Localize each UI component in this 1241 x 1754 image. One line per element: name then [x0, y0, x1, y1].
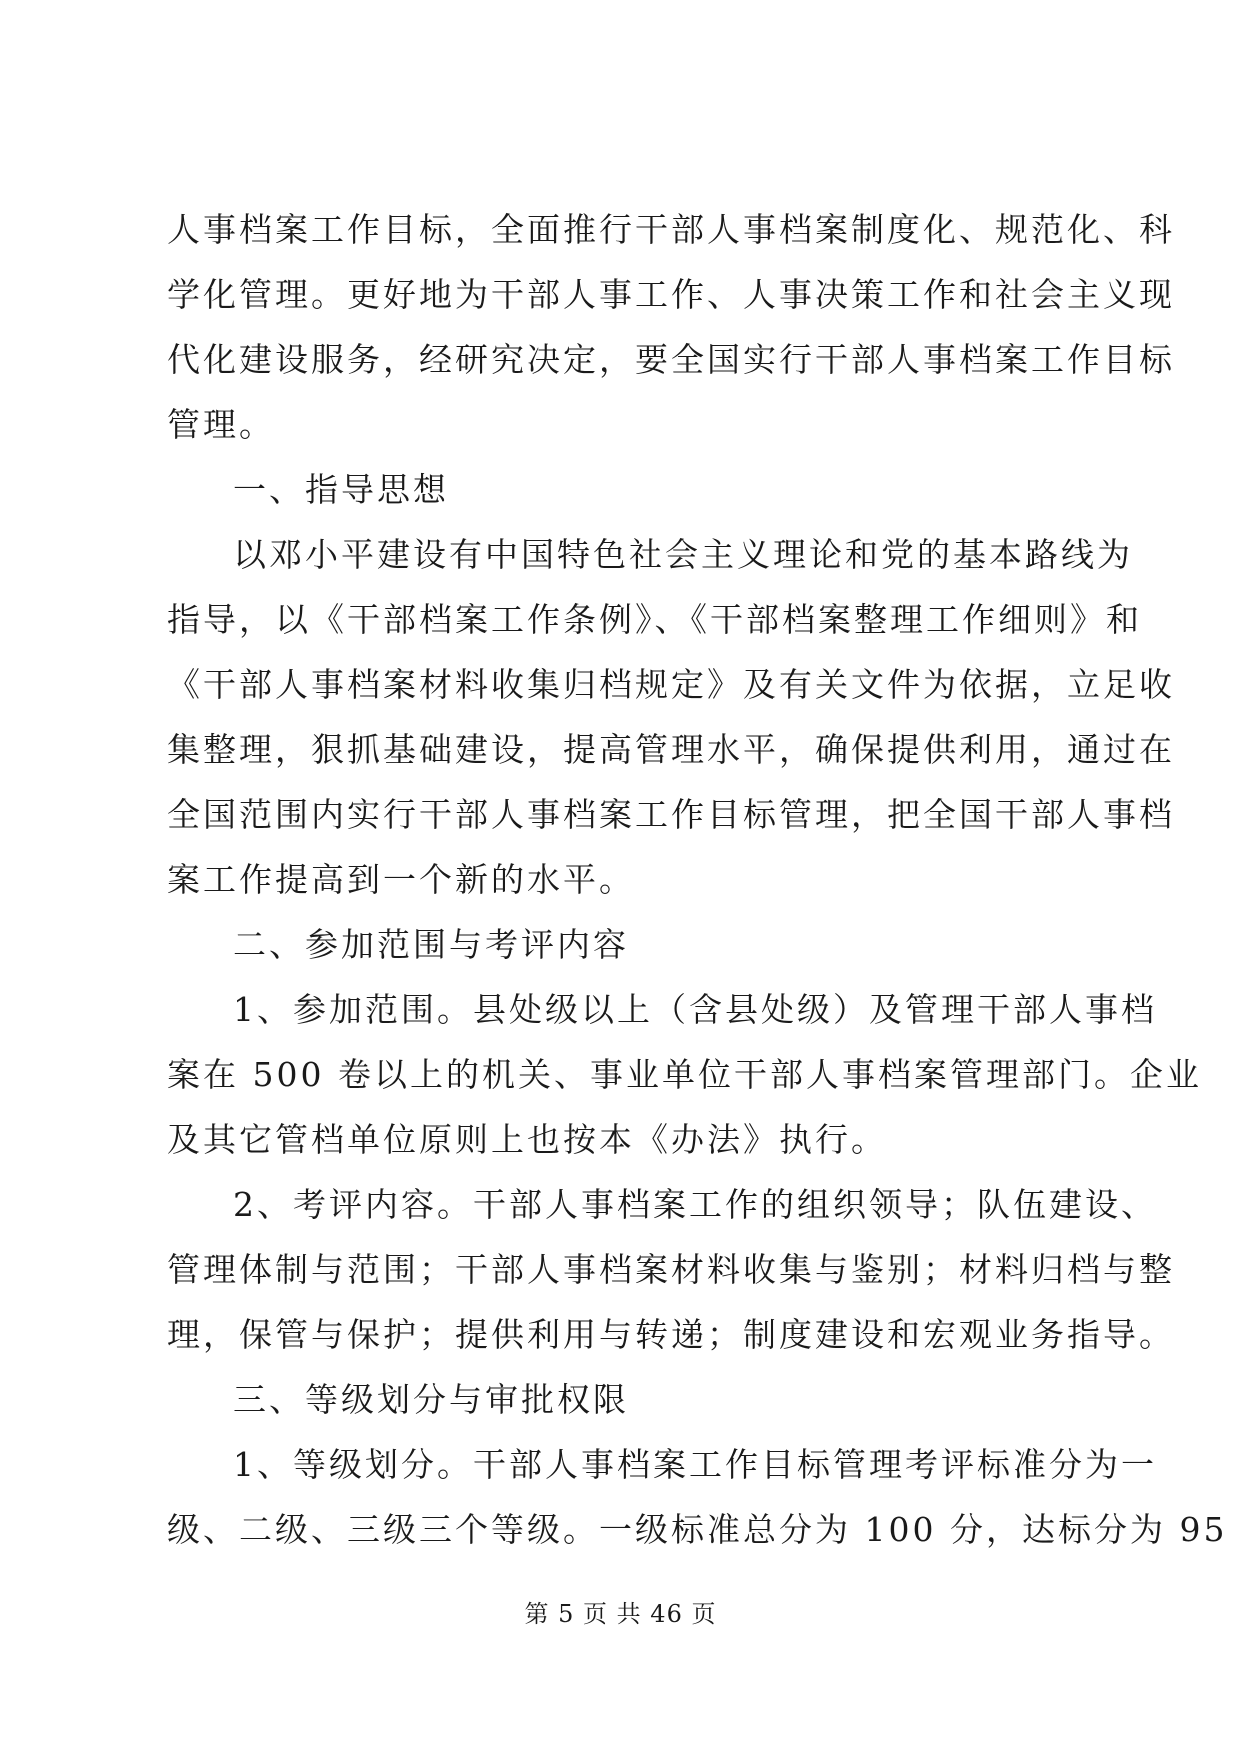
text-line: 人事档案工作目标，全面推行干部人事档案制度化、规范化、科 — [167, 210, 1175, 249]
text-line: 1、参加范围。县处级以上（含县处级）及管理干部人事档 — [233, 990, 1157, 1029]
page-number-footer: 第 5 页 共 46 页 — [524, 1600, 717, 1628]
text-line: 《干部人事档案材料收集归档规定》及有关文件为依据，立足收 — [167, 665, 1175, 704]
text-line: 指导，以《干部档案工作条例》、《干部档案整理工作细则》和 — [167, 600, 1142, 639]
text-line: 案工作提高到一个新的水平。 — [167, 860, 635, 899]
text-line: 理，保管与保护；提供利用与转递；制度建设和宏观业务指导。 — [167, 1315, 1175, 1354]
text-line: 级、二级、三级三个等级。一级标准总分为 100 分，达标分为 95 — [167, 1510, 1228, 1549]
text-line: 集整理，狠抓基础建设，提高管理水平，确保提供利用，通过在 — [167, 730, 1175, 769]
text-line: 及其它管档单位原则上也按本《办法》执行。 — [167, 1120, 887, 1159]
text-line: 1、等级划分。干部人事档案工作目标管理考评标准分为一 — [233, 1445, 1157, 1484]
section-heading: 一、指导思想 — [233, 470, 449, 509]
text-line: 代化建设服务，经研究决定，要全国实行干部人事档案工作目标 — [167, 340, 1175, 379]
text-line: 案在 500 卷以上的机关、事业单位干部人事档案管理部门。企业 — [167, 1055, 1202, 1094]
section-heading: 二、参加范围与考评内容 — [233, 925, 629, 964]
text-line: 全国范围内实行干部人事档案工作目标管理，把全国干部人事档 — [167, 795, 1175, 834]
text-line: 学化管理。更好地为干部人事工作、人事决策工作和社会主义现 — [167, 275, 1175, 314]
text-line: 以邓小平建设有中国特色社会主义理论和党的基本路线为 — [233, 535, 1133, 574]
section-heading: 三、等级划分与审批权限 — [233, 1380, 629, 1419]
text-line: 管理体制与范围；干部人事档案材料收集与鉴别；材料归档与整 — [167, 1250, 1175, 1289]
text-line: 管理。 — [167, 405, 275, 444]
text-line: 2、考评内容。干部人事档案工作的组织领导；队伍建设、 — [233, 1185, 1157, 1224]
